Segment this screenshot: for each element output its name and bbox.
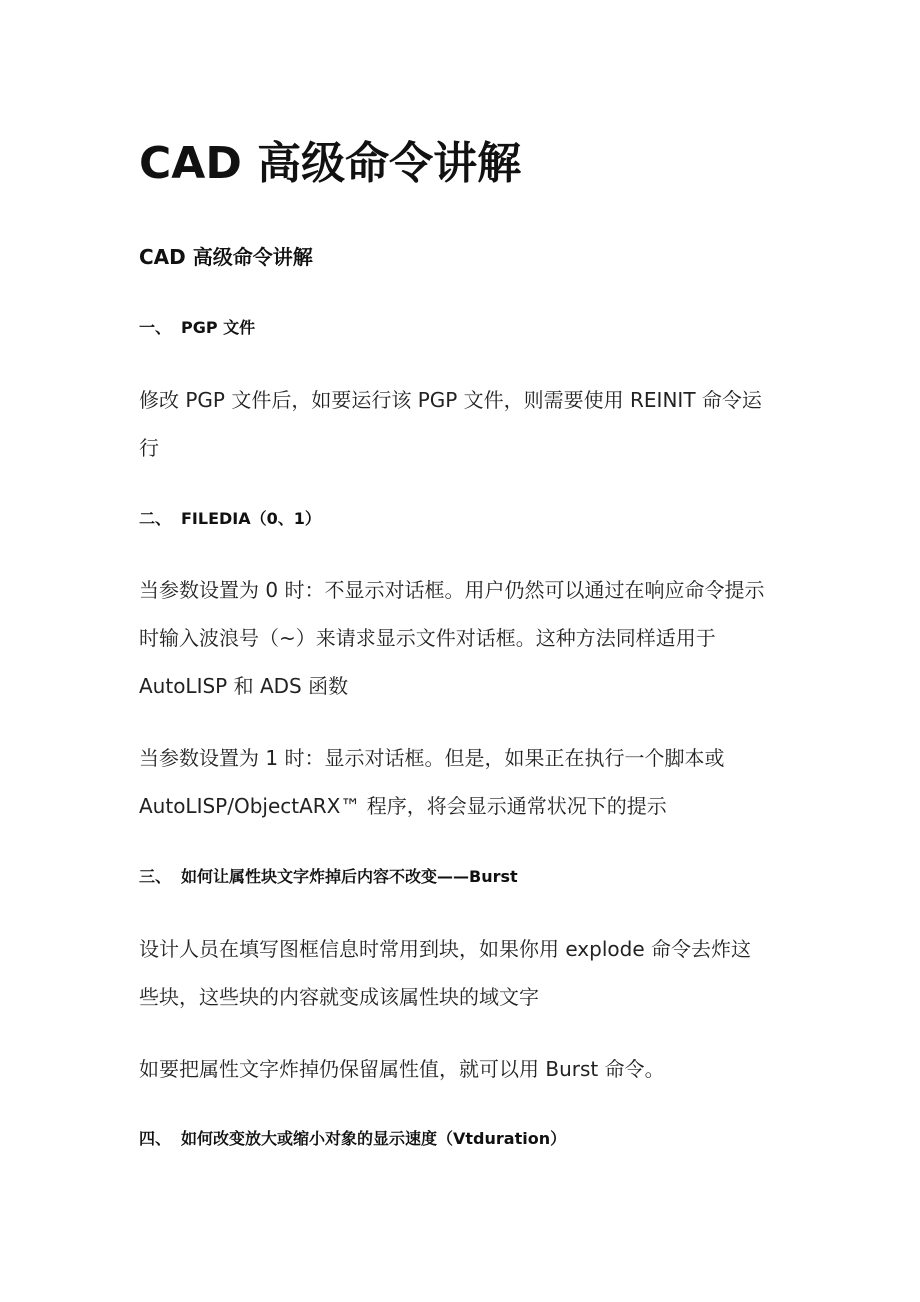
section-heading-4 — [139, 1127, 566, 1151]
text-line: 当参数设置为 1 时：显示对话框。但是，如果正在执行一个脚本或 — [139, 746, 725, 770]
text-line: AutoLISP 和 ADS 函数 — [139, 674, 349, 698]
text-line: AutoLISP/ObjectARX™ 程序，将会显示通常状况下的提示 — [139, 794, 667, 818]
section-title: FILEDIA（0、1） — [181, 509, 321, 528]
text-line: 设计人员在填写图框信息时常用到块，如果你用 explode 命令去炸这 — [139, 937, 751, 961]
section-number: 四、 — [139, 1129, 172, 1148]
text-line: 当参数设置为 0 时：不显示对话框。用户仍然可以通过在响应命令提示 — [139, 578, 765, 602]
section-number: 一、 — [139, 318, 172, 337]
section-title: PGP 文件 — [181, 318, 256, 337]
document-subtitle: CAD 高级命令讲解 — [139, 245, 313, 269]
text-line: 如要把属性文字炸掉仍保留属性值，就可以用 Burst 命令。 — [139, 1057, 665, 1081]
paragraph-burst-1 — [139, 1045, 787, 1093]
section-title: 如何让属性块文字炸掉后内容不改变——Burst — [181, 867, 518, 886]
text-line: 些块，这些块的内容就变成该属性块的域文字 — [139, 985, 539, 1009]
paragraph-burst-0 — [139, 925, 787, 1021]
section-heading-3 — [139, 865, 518, 889]
section-number: 二、 — [139, 509, 172, 528]
paragraph-filedia-1 — [139, 734, 787, 830]
section-heading-1 — [139, 316, 255, 340]
document-title: CAD 高级命令讲解 — [139, 138, 522, 189]
text-line: 时输入波浪号（~）来请求显示文件对话框。这种方法同样适用于 — [139, 626, 716, 650]
section-heading-2 — [139, 507, 321, 531]
paragraph-pgp — [139, 376, 787, 472]
text-line: 行 — [139, 436, 159, 460]
section-number: 三、 — [139, 867, 172, 886]
paragraph-filedia-0 — [139, 566, 787, 710]
section-title: 如何改变放大或缩小对象的显示速度（Vtduration） — [181, 1129, 567, 1148]
text-line: 修改 PGP 文件后，如要运行该 PGP 文件，则需要使用 REINIT 命令运 — [139, 388, 762, 412]
